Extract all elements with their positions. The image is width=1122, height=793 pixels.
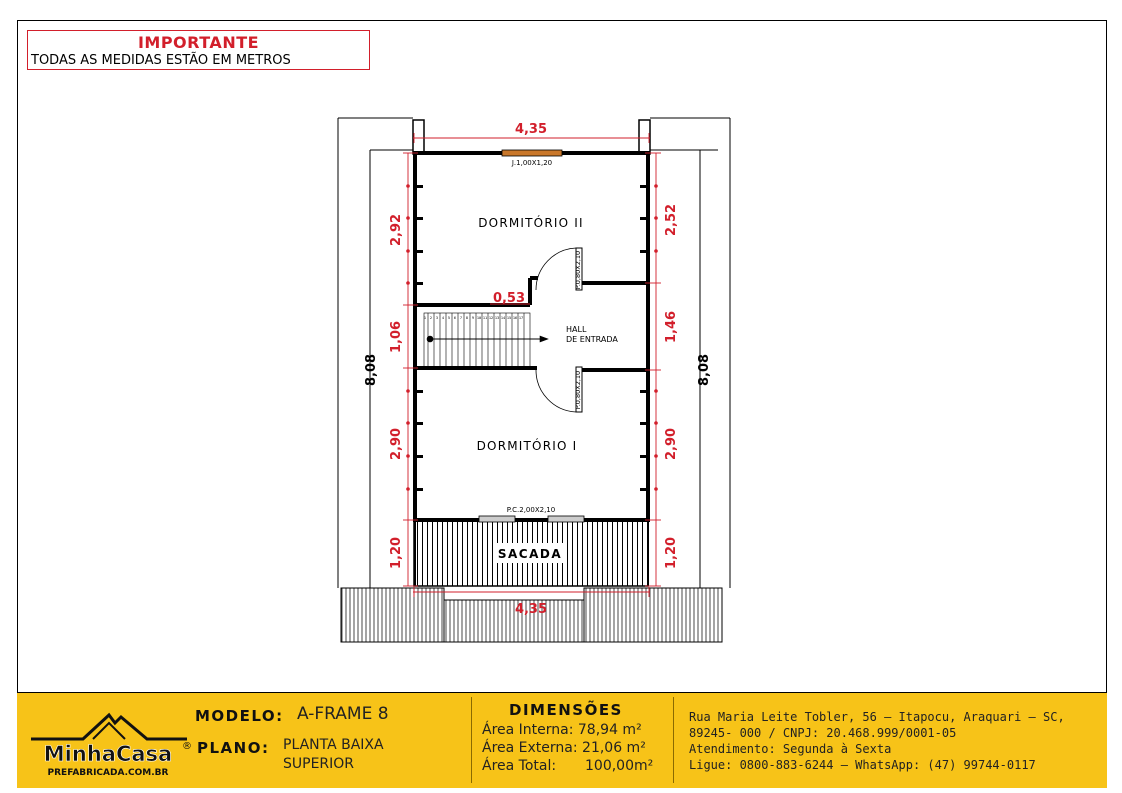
dim-stair-gap: 0,53 [492, 291, 526, 306]
door-lower-label: P.0,80X2,10 [574, 370, 582, 410]
stair-step-number: 17 [518, 316, 524, 320]
logo-text: MinhaCasa [43, 742, 173, 766]
model-label: MODELO: [195, 707, 284, 725]
dim-right-2: 1,46 [664, 310, 679, 344]
stair-step-number: 12 [488, 316, 494, 320]
footer-divider-2 [673, 697, 674, 783]
notice-title: IMPORTANTE [137, 33, 260, 52]
stair-numbers [424, 316, 523, 320]
dim-left-4: 1,20 [389, 536, 404, 570]
footer-divider-1 [471, 697, 472, 783]
window-label: J.1,00X1,20 [511, 159, 553, 167]
staircase [424, 313, 548, 367]
svg-text:®: ® [182, 741, 192, 752]
stair-step-number: 15 [506, 316, 512, 320]
dim-left-1: 2,92 [389, 213, 404, 247]
area-total-label: Área Total: [482, 758, 557, 774]
phone-contact: Ligue: 0800-883-6244 – WhatsApp: (47) 99744-0117 [689, 758, 1036, 772]
stair-step-number: 7 [459, 316, 463, 320]
address-line-2: 89245- 000 / CNPJ: 20.468.999/0001-05 [689, 726, 957, 740]
stair-step-number: 14 [500, 316, 506, 320]
room-bedroom-1: DORMITÓRIO I [476, 439, 578, 453]
window-top [502, 150, 562, 156]
post-right [639, 120, 650, 154]
stair-step-number: 11 [482, 316, 488, 320]
title-block [17, 692, 1107, 788]
area-total-value: 100,00m² [585, 758, 654, 774]
sliding-door-label: P.C.2,00X2,10 [506, 506, 556, 514]
dim-right-3: 2,90 [664, 427, 679, 461]
dim-bottom-width: 4,35 [514, 602, 548, 617]
dimensions-title: DIMENSÕES [509, 701, 623, 719]
stair-step-number: 8 [465, 316, 469, 320]
stair-step-number: 9 [471, 316, 475, 320]
dim-left-3: 2,90 [389, 427, 404, 461]
stair-step-number: 16 [512, 316, 518, 320]
room-balcony: SACADA [497, 547, 563, 561]
stair-step-number: 3 [435, 316, 439, 320]
service-hours: Atendimento: Segunda à Sexta [689, 742, 892, 756]
room-bedroom-2: DORMITÓRIO II [478, 216, 584, 230]
plan-value-2: SUPERIOR [283, 756, 355, 772]
dim-left-2: 1,06 [389, 320, 404, 354]
stair-step-number: 1 [423, 316, 427, 320]
minhacasa-logo [23, 701, 193, 783]
interior-walls [415, 278, 648, 370]
area-internal: Área Interna: 78,94 m² [482, 722, 642, 738]
stair-step-number: 6 [453, 316, 457, 320]
stair-step-number: 13 [494, 316, 500, 320]
dim-right-total: 8,08 [697, 353, 712, 387]
dim-right-1: 2,52 [664, 203, 679, 237]
logo-subtext: PREFABRICADA.COM.BR [47, 768, 169, 778]
area-external: Área Externa: 21,06 m² [482, 740, 646, 756]
notice-text: TODAS AS MEDIDAS ESTÃO EM METROS [31, 53, 291, 68]
stair-step-number: 10 [476, 316, 482, 320]
stair-step-number: 5 [447, 316, 451, 320]
dim-top-width: 4,35 [514, 122, 548, 137]
model-value: A-FRAME 8 [297, 704, 389, 724]
post-left [413, 120, 424, 154]
lower-deck-left [341, 588, 444, 642]
room-hall-line2: DE ENTRADA [566, 335, 618, 344]
dim-right-4: 1,20 [664, 536, 679, 570]
dim-left-total: 8,08 [364, 353, 379, 387]
lower-deck-right [584, 588, 722, 642]
stair-step-number: 4 [441, 316, 445, 320]
room-hall-line1: HALL [566, 325, 587, 334]
plan-value-1: PLANTA BAIXA [283, 737, 384, 753]
plan-label: PLANO: [197, 739, 270, 757]
address-line-1: Rua Maria Leite Tobler, 56 – Itapocu, Araquari – SC, [689, 710, 1065, 724]
stair-step-number: 2 [429, 316, 433, 320]
door-upper-label: P.0,80X2,10 [574, 250, 582, 290]
